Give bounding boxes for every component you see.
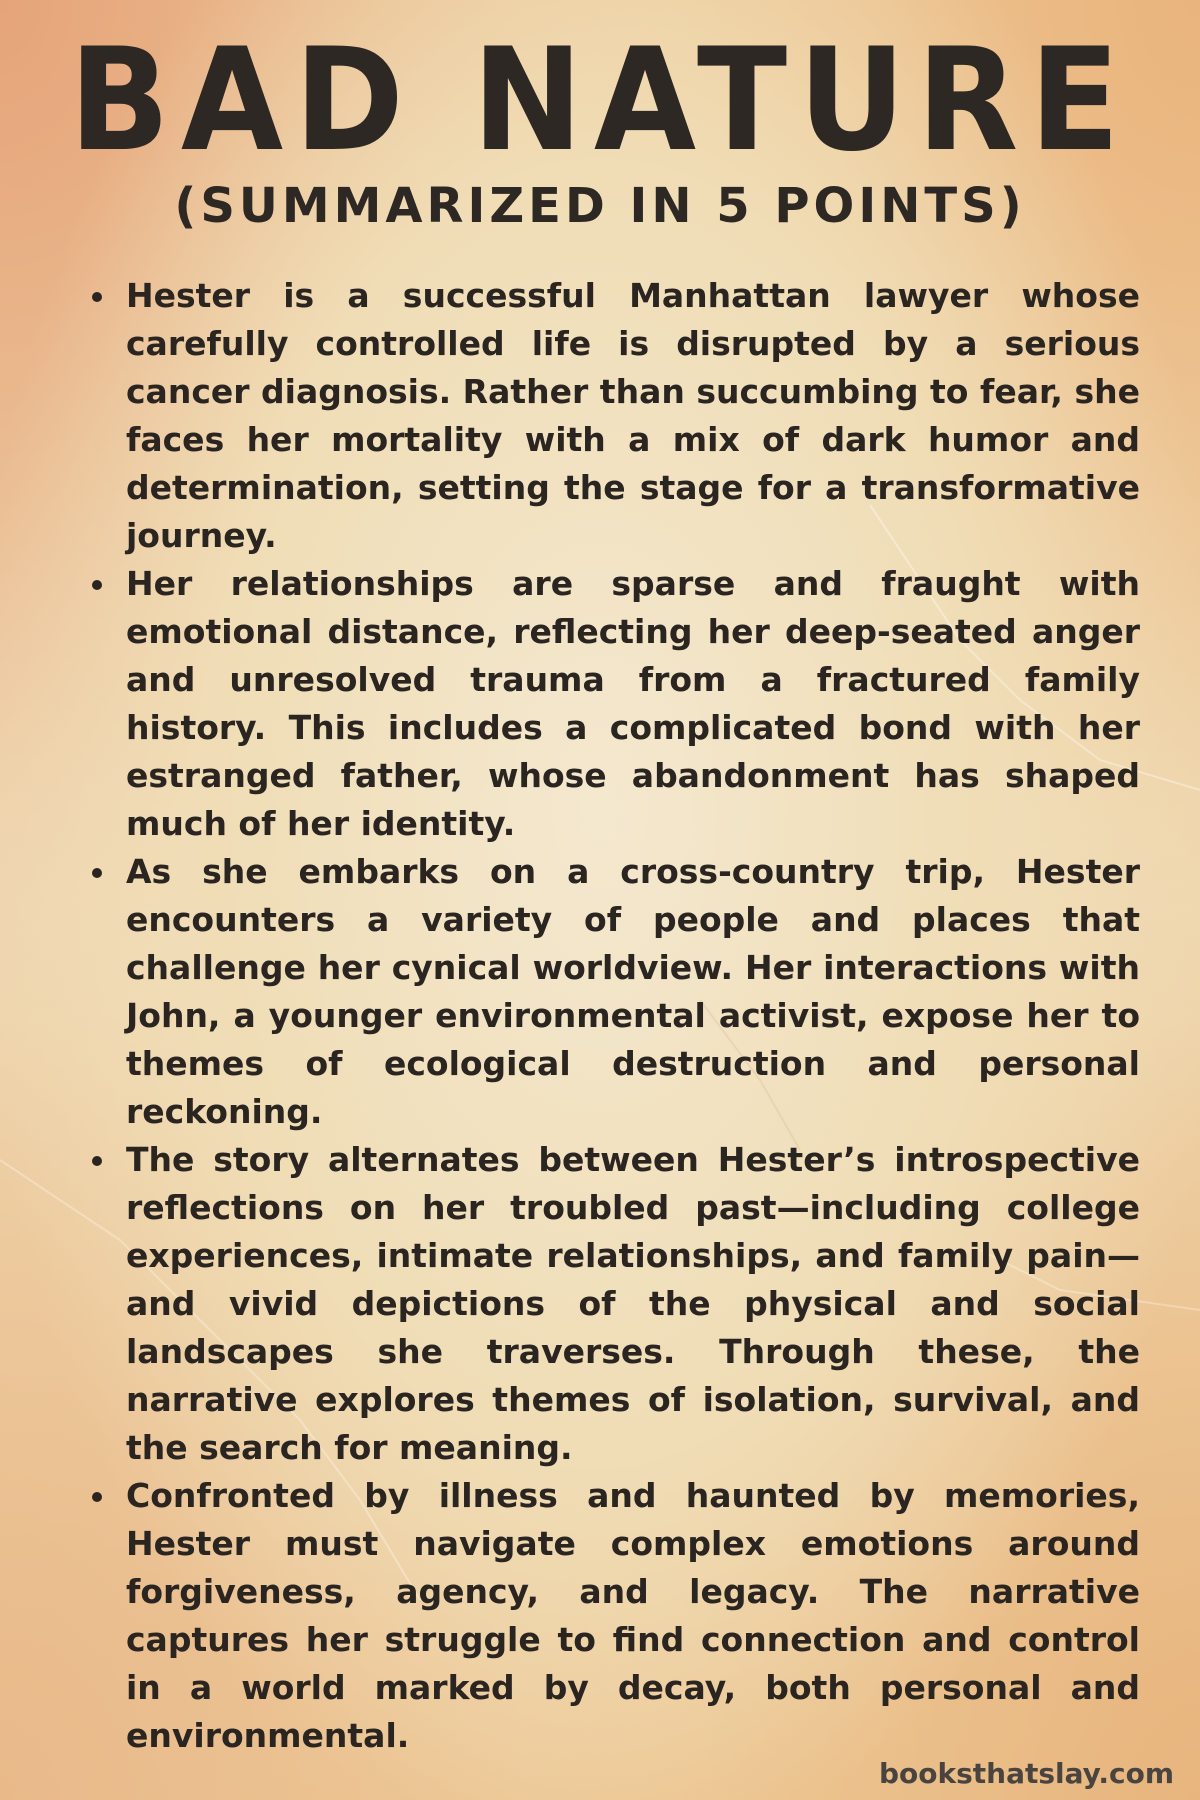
bullet-icon bbox=[92, 868, 102, 878]
summary-point bbox=[88, 560, 1140, 848]
summary-point bbox=[88, 1136, 1140, 1472]
site-watermark: booksthatslay.com bbox=[878, 1757, 1174, 1790]
summary-point-text: As she embarks on a cross-country trip, Hester encounters a variety of people and places that challenge her cynical worldview. Her interactions with John, a younger environmental activist, expose her to themes of ecological destruction and personal reckoning. bbox=[126, 852, 1140, 1131]
summary-point-text: The story alternates between Hester’s introspective reflections on her troubled past—including college experiences, intimate relationships, and family pain—and vivid depictions of the physical and social landscapes she traverses. Through these, the narrative explores themes of isolation, survival, and the search for meaning. bbox=[126, 1140, 1140, 1467]
page-title: BAD NATURE bbox=[69, 18, 1131, 183]
bullet-icon bbox=[92, 292, 102, 302]
summary-point bbox=[88, 1472, 1140, 1760]
summary-point bbox=[88, 848, 1140, 1136]
summary-point bbox=[88, 272, 1140, 560]
page-subtitle: (SUMMARIZED IN 5 POINTS) bbox=[174, 178, 1026, 234]
bullet-icon bbox=[92, 1156, 102, 1166]
bullet-icon bbox=[92, 580, 102, 590]
bullet-icon bbox=[92, 1492, 102, 1502]
summary-point-list bbox=[88, 272, 1140, 1760]
summary-point-text: Her relationships are sparse and fraught with emotional distance, reflecting her deep-seated anger and unresolved trauma from a fractured family history. This includes a complicated bond with her estranged father, whose abandonment has shaped much of her identity. bbox=[126, 564, 1140, 843]
summary-point-text: Confronted by illness and haunted by memories, Hester must navigate complex emotions around forgiveness, agency, and legacy. The narrative captures her struggle to find connection and control in a world marked by decay, both personal and environmental. bbox=[126, 1476, 1140, 1755]
summary-point-text: Hester is a successful Manhattan lawyer whose carefully controlled life is disrupted by a serious cancer diagnosis. Rather than succumbing to fear, she faces her mortality with a mix of dark humor and determination, setting the stage for a transformative journey. bbox=[126, 276, 1140, 555]
